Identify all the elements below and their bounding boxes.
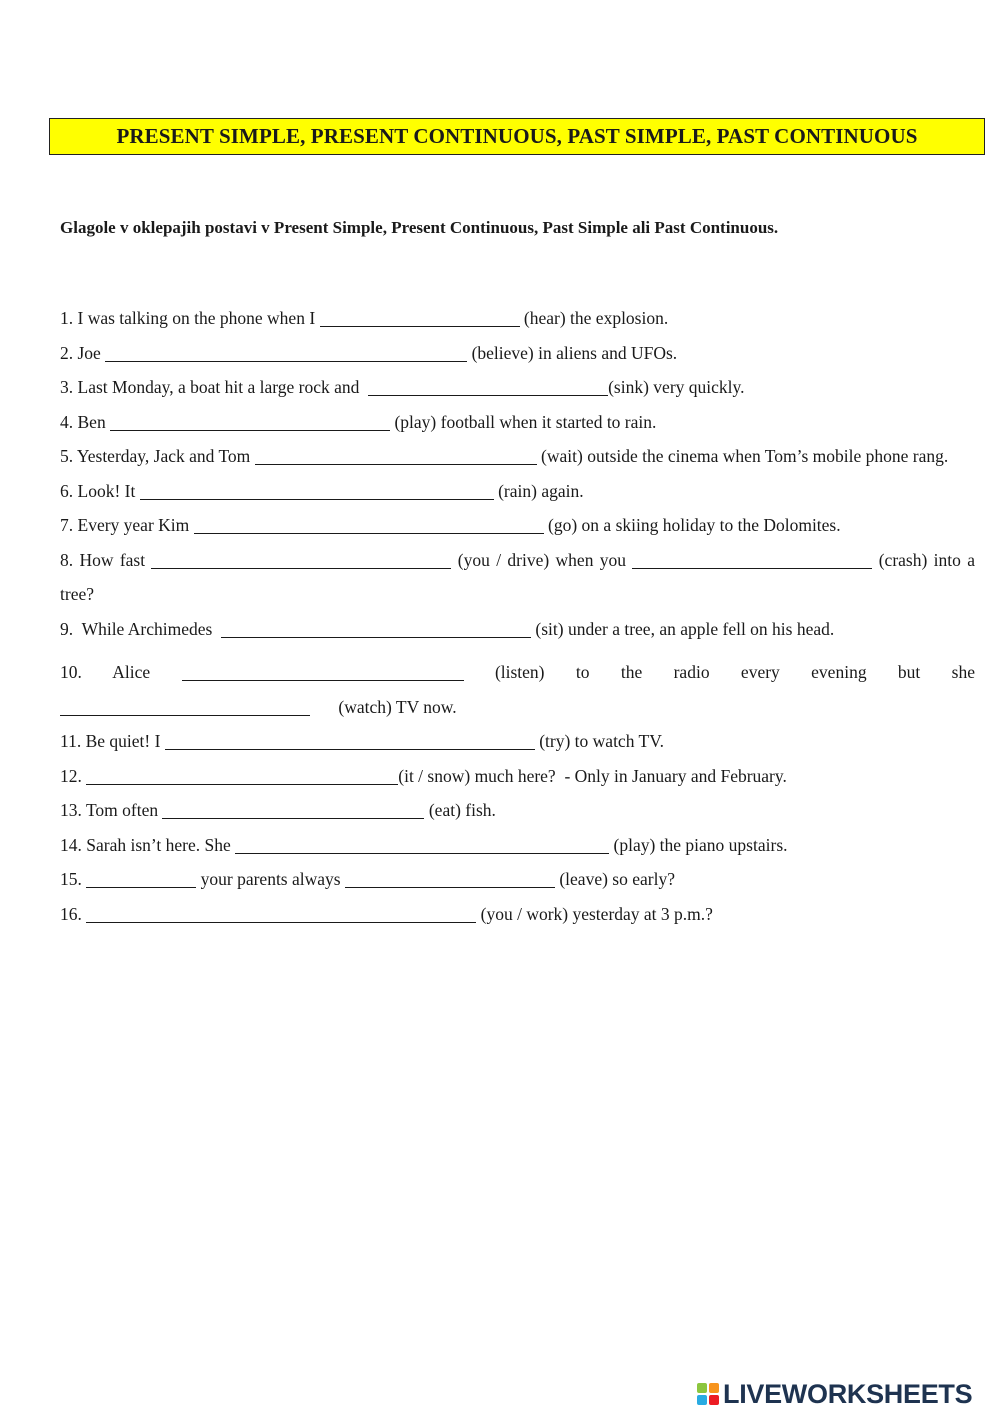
exercise-9: 9. While Archimedes (sit) under a tree, an apple fell on his head. (60, 618, 835, 639)
exercise-2: 2. Joe (believe) in aliens and UFOs. (60, 342, 678, 363)
liveworksheets-logo-text: LIVEWORKSHEETS (723, 1378, 973, 1409)
exercise-8: 8. How fast (you / drive) when you (crash) into a tree? (60, 549, 975, 604)
worksheet-title-text: PRESENT SIMPLE, PRESENT CONTINUOUS, PAST SIMPLE, PAST CONTINUOUS (116, 124, 918, 148)
exercise-3: 3. Last Monday, a boat hit a large rock and (sink) very quickly. (60, 377, 745, 397)
instructions: Glagole v oklepajih postavi v Present Simple, Present Continuous, Past Simple ali Past Continuous. (60, 218, 779, 237)
worksheet-title (49, 118, 985, 155)
exercise-7: 7. Every year Kim (go) on a skiing holiday to the Dolomites. (60, 515, 841, 535)
answer-blank[interactable] (110, 412, 390, 431)
answer-blank[interactable] (368, 377, 608, 396)
answer-blank[interactable] (165, 731, 535, 750)
answer-blank[interactable] (151, 550, 451, 569)
liveworksheets-logo (697, 1377, 972, 1411)
liveworksheets-logo-icon (697, 1383, 719, 1405)
answer-blank[interactable] (140, 481, 494, 500)
exercise-11: 11. Be quiet! I (try) to watch TV. (60, 731, 664, 751)
exercise-10: 10. Alice (listen) to the radio every evening but she (watch) TV now. (60, 662, 975, 717)
exercise-1: 1. I was talking on the phone when I (hear) the explosion. (60, 308, 669, 328)
answer-blank[interactable] (86, 869, 196, 888)
answer-blank[interactable] (194, 515, 544, 534)
answer-blank[interactable] (320, 308, 520, 327)
answer-blank[interactable] (105, 343, 467, 362)
exercise-14: 14. Sarah isn’t here. She (play) the piano upstairs. (60, 834, 788, 855)
answer-blank[interactable] (86, 904, 476, 923)
answer-blank[interactable] (255, 446, 537, 465)
exercise-6: 6. Look! It (rain) again. (60, 480, 584, 501)
exercise-list (60, 301, 975, 931)
answer-blank[interactable] (86, 766, 398, 785)
answer-blank[interactable] (162, 800, 424, 819)
exercise-15: 15. your parents always (leave) so early? (60, 869, 675, 889)
answer-blank[interactable] (221, 619, 531, 638)
answer-blank[interactable] (632, 550, 872, 569)
exercise-13: 13. Tom often (eat) fish. (60, 800, 496, 820)
exercise-5: 5. Yesterday, Jack and Tom (wait) outside the cinema when Tom’s mobile phone rang. (60, 446, 949, 466)
exercise-16: 16. (you / work) yesterday at 3 p.m.? (60, 903, 713, 924)
answer-blank[interactable] (235, 835, 609, 854)
exercise-4: 4. Ben (play) football when it started to rain. (60, 411, 657, 432)
exercise-12: 12. (it / snow) much here? - Only in January and February. (60, 765, 787, 786)
answer-blank[interactable] (345, 869, 555, 888)
answer-blank[interactable] (60, 697, 310, 716)
answer-blank[interactable] (182, 662, 464, 681)
